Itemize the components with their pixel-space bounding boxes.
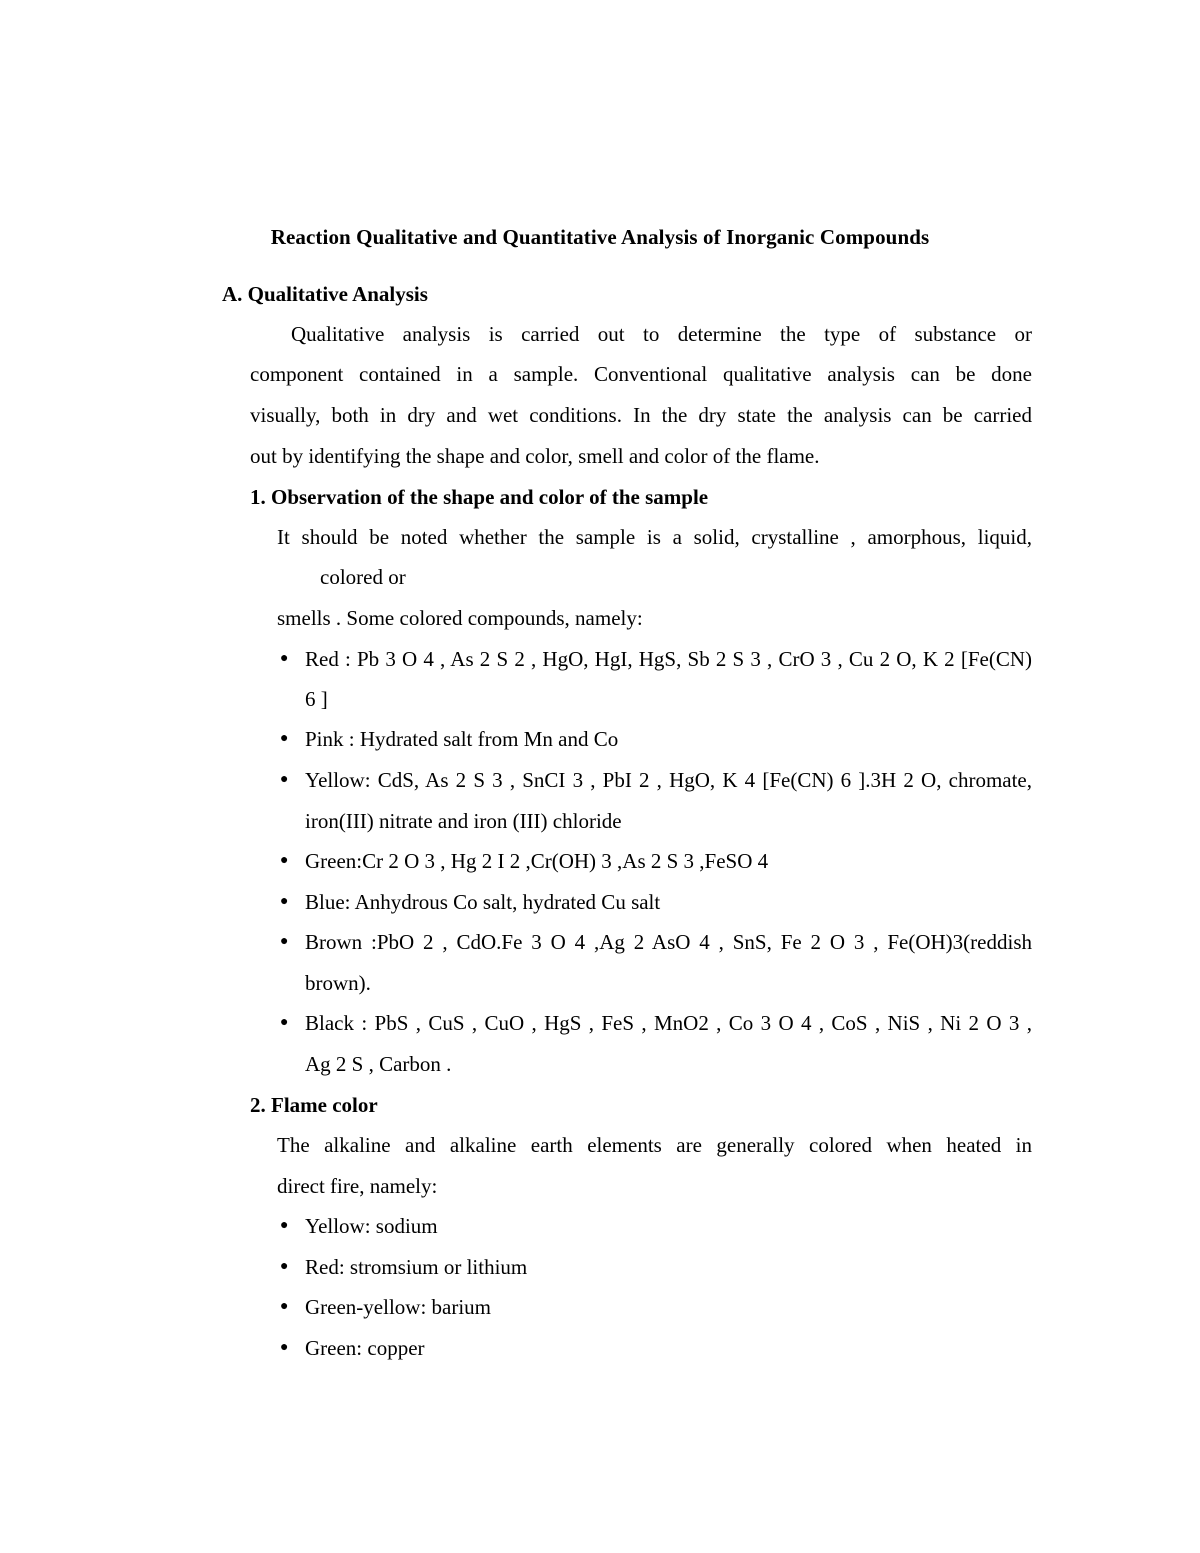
list-item-black: Black : PbS , CuS , CuO , HgS , FeS , MnO2 , Co 3 O 4 , CoS , NiS , Ni 2 O 3 , (305, 1011, 1032, 1035)
list-item-red-continued: 6 ] (305, 687, 328, 711)
bullet-icon: ● (280, 934, 289, 949)
bullet-icon: ● (280, 1015, 289, 1030)
bullet-icon: ● (280, 853, 289, 868)
list-item-brown: Brown :PbO 2 , CdO.Fe 3 O 4 ,Ag 2 AsO 4 , SnS, Fe 2 O 3 , Fe(OH)3(reddish (305, 930, 1032, 954)
flame-item-green-yellow: Green-yellow: barium (305, 1295, 492, 1319)
section-2-text-line: The alkaline and alkaline earth elements are generally colored when heated in (277, 1133, 1032, 1157)
document-title: Reaction Qualitative and Quantitative Analysis of Inorganic Compounds (270, 225, 930, 249)
section-1-text-line: It should be noted whether the sample is a solid, crystalline , amorphous, liquid, (277, 525, 1032, 549)
section-1-text-line: smells . Some colored compounds, namely: (277, 606, 643, 630)
bullet-icon: ● (280, 651, 289, 666)
section-a-paragraph-line: visually, both in dry and wet conditions. In the dry state the analysis can be carried (250, 403, 1032, 427)
section-2-text-line: direct fire, namely: (277, 1174, 438, 1198)
bullet-icon: ● (280, 731, 289, 746)
section-a-paragraph-line: out by identifying the shape and color, smell and color of the flame. (250, 444, 820, 468)
section-a-paragraph-line: Qualitative analysis is carried out to determine the type of substance or (291, 322, 1032, 346)
bullet-icon: ● (280, 1340, 289, 1355)
list-item-yellow-continued: iron(III) nitrate and iron (III) chloride (305, 809, 622, 833)
bullet-icon: ● (280, 894, 289, 909)
flame-item-green: Green: copper (305, 1336, 425, 1360)
flame-item-red: Red: stromsium or lithium (305, 1255, 528, 1279)
list-item-black-continued: Ag 2 S , Carbon . (305, 1052, 452, 1076)
list-item-pink: Pink : Hydrated salt from Mn and Co (305, 727, 619, 751)
bullet-icon: ● (280, 1299, 289, 1314)
flame-item-yellow: Yellow: sodium (305, 1214, 438, 1238)
section-a-paragraph-line: component contained in a sample. Conventional qualitative analysis can be done (250, 362, 1032, 386)
bullet-icon: ● (280, 772, 289, 787)
section-1-heading: 1. Observation of the shape and color of the sample (250, 485, 709, 509)
bullet-icon: ● (280, 1218, 289, 1233)
list-item-brown-continued: brown). (305, 971, 371, 995)
list-item-red: Red : Pb 3 O 4 , As 2 S 2 , HgO, HgI, HgS, Sb 2 S 3 , CrO 3 , Cu 2 O, K 2 [Fe(CN) (305, 647, 1032, 671)
list-item-green: Green:Cr 2 O 3 , Hg 2 I 2 ,Cr(OH) 3 ,As 2 S 3 ,FeSO 4 (305, 849, 769, 873)
bullet-icon: ● (280, 1259, 289, 1274)
list-item-blue: Blue: Anhydrous Co salt, hydrated Cu salt (305, 890, 661, 914)
section-2-heading: 2. Flame color (250, 1093, 378, 1117)
section-a-heading: A. Qualitative Analysis (222, 282, 428, 306)
list-item-yellow: Yellow: CdS, As 2 S 3 , SnCI 3 , PbI 2 , HgO, K 4 [Fe(CN) 6 ].3H 2 O, chromate, (305, 768, 1032, 792)
section-1-text-line: colored or (320, 565, 406, 589)
